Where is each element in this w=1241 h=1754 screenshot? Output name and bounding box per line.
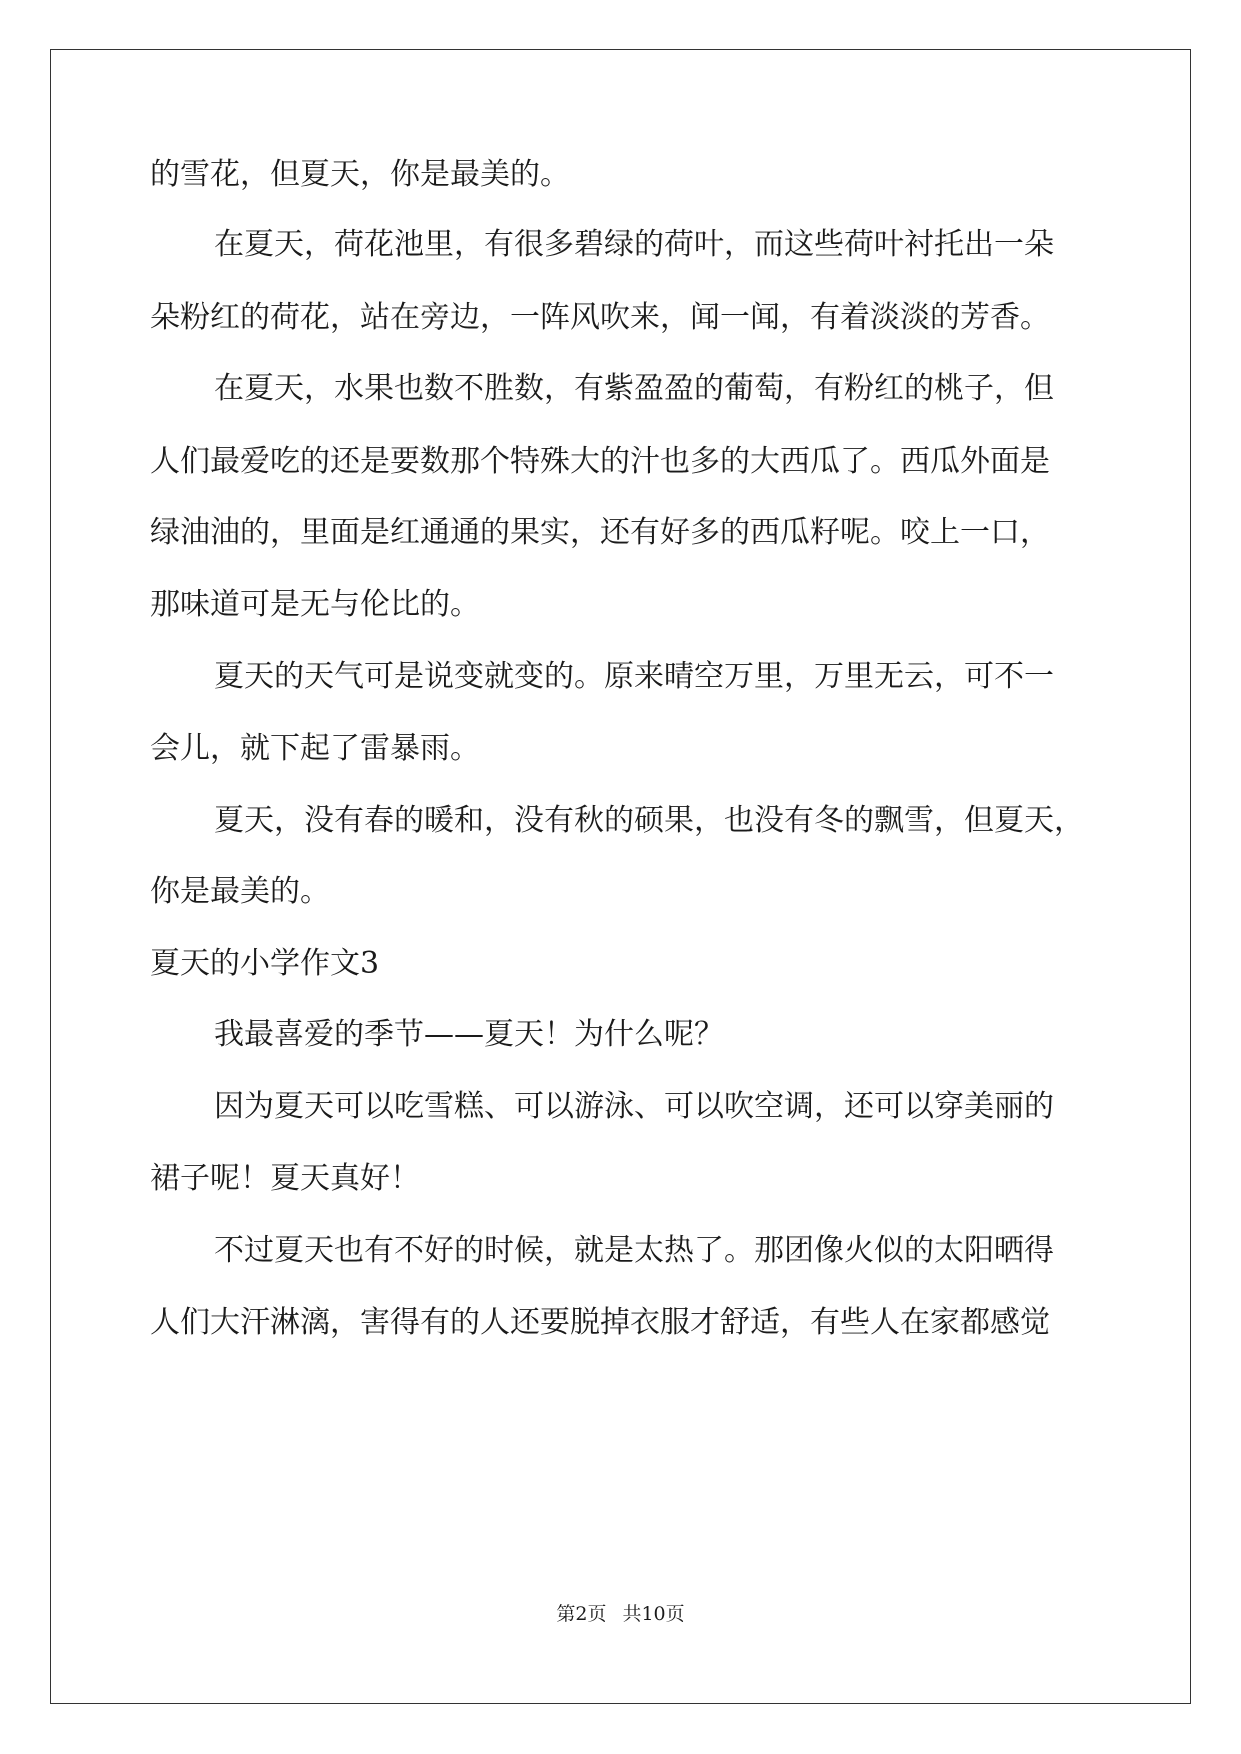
- text-line: 在夏天，荷花池里，有很多碧绿的荷叶，而这些荷叶衬托出一朵: [214, 227, 1054, 262]
- text-line: 人们最爱吃的还是要数那个特殊大的汁也多的大西瓜了。西瓜外面是: [150, 444, 1050, 479]
- text-line: 夏天，没有春的暖和，没有秋的硕果，也没有冬的飘雪，但夏天，: [214, 803, 1084, 838]
- text-line: 不过夏天也有不好的时候，就是太热了。那团像火似的太阳晒得: [214, 1233, 1054, 1268]
- text-line: 的雪花，但夏天，你是最美的。: [150, 157, 570, 192]
- page-total: 共10页: [622, 1603, 685, 1625]
- text-line: 夏天的天气可是说变就变的。原来晴空万里，万里无云，可不一: [214, 659, 1054, 694]
- text-line: 在夏天，水果也数不胜数，有紫盈盈的葡萄，有粉红的桃子，但: [214, 371, 1054, 406]
- page-number: 第2页: [556, 1603, 607, 1625]
- text-line: 会儿，就下起了雷暴雨。: [150, 731, 480, 766]
- text-line: 绿油油的，里面是红通通的果实，还有好多的西瓜籽呢。咬上一口，: [150, 515, 1050, 550]
- text-line: 裙子呢！夏天真好！: [150, 1161, 420, 1196]
- text-line: 那味道可是无与伦比的。: [150, 587, 480, 622]
- text-line: 朵粉红的荷花，站在旁边，一阵风吹来，闻一闻，有着淡淡的芳香。: [150, 300, 1050, 335]
- text-line: 人们大汗淋漓，害得有的人还要脱掉衣服才舒适，有些人在家都感觉: [150, 1305, 1050, 1340]
- page-footer: [0, 1602, 1241, 1626]
- text-line: 因为夏天可以吃雪糕、可以游泳、可以吹空调，还可以穿美丽的: [214, 1089, 1054, 1124]
- section-heading: 夏天的小学作文3: [150, 946, 380, 981]
- text-line: 我最喜爱的季节——夏天！为什么呢？: [214, 1017, 724, 1052]
- text-line: 你是最美的。: [150, 874, 330, 909]
